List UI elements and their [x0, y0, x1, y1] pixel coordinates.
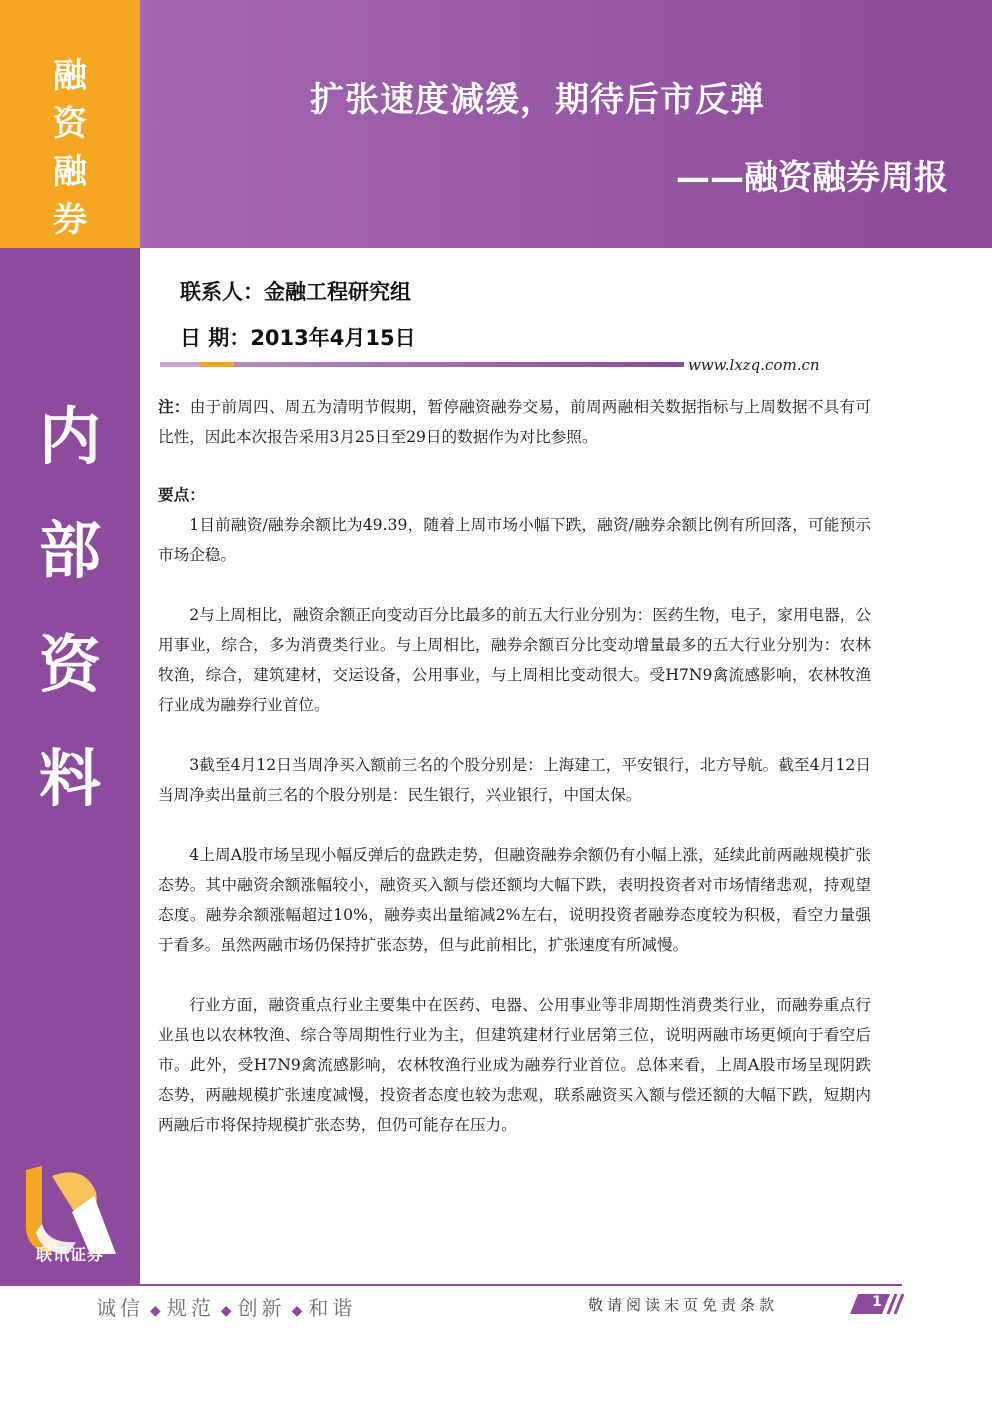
diamond-icon: ◆ — [220, 1303, 232, 1319]
date-label: 日 期： — [180, 326, 251, 350]
note-paragraph — [158, 392, 871, 452]
key-point-paragraph: 4上周A股市场呈现小幅反弹后的盘跌走势，但融资融券余额仍有小幅上涨，延续此前两融规模扩张态势。其中融资余额涨幅较小，融资买入额与偿还额均大幅下跌，表明投资者对市场情绪悲观，持观望态度。融券余额涨幅超过10%，融券卖出量缩减2%左右，说明投资者融券态度较为积极，看空力量强于看多。虽然两融市场仍保持扩张态势，但与此前相比，扩张速度有所减慢。 — [158, 846, 871, 954]
slogan-word: 规范 — [166, 1296, 215, 1320]
note-label: 注： — [158, 397, 190, 416]
internal-char: 料 — [38, 742, 101, 815]
footer-slogan — [96, 1292, 356, 1321]
category-char: 资 — [53, 104, 87, 144]
key-point-paragraph: 3截至4月12日当周净买入额前三名的个股分别是：上海建工，平安银行，北方导航。截至4月12日当周净卖出量前三名的个股分别是：民生银行，兴业银行，中国太保。 — [158, 756, 871, 804]
report-body — [158, 392, 871, 1140]
contact-label: 联系人： — [180, 280, 264, 304]
internal-char: 部 — [38, 514, 101, 587]
category-label — [0, 52, 140, 244]
summary-paragraph: 行业方面，融资重点行业主要集中在医药、电器、公用事业等非周期性消费类行业，而融券重点行业虽也以农林牧渔、综合等周期性行业为主，但建筑建材行业居第三位，说明两融市场更倾向于看空后市。此外，受H7N9禽流感影响，农林牧渔行业成为融券行业首位。总体来看，上周A股市场呈现阴跌态势，两融规模扩张速度减慢，投资者态度也较为悲观，联系融资买入额与偿还额的大幅下跌，短期内两融后市将保持规模扩张态势，但仍可能存在压力。 — [158, 996, 871, 1134]
diamond-icon: ◆ — [291, 1303, 303, 1319]
page-number: 1 — [872, 1294, 882, 1310]
header-rule — [160, 362, 684, 367]
internal-char: 内 — [38, 400, 101, 473]
slogan-word: 诚信 — [96, 1296, 144, 1320]
date-value: 2013年4月15日 — [250, 326, 416, 350]
disclaimer-note: 敬请阅读末页免责条款 — [588, 1296, 779, 1314]
contact-value: 金融工程研究组 — [264, 280, 411, 304]
note-text: 由于前周四、周五为清明节假期，暂停融资融券交易，前周两融相关数据指标与上周数据不具有可比性，因此本次报告采用3月25日至29日的数据作为对比参照。 — [158, 398, 871, 446]
footer-divider — [0, 1284, 902, 1286]
contact-line — [180, 276, 411, 306]
report-title: 扩张速度减缓，期待后市反弹 — [310, 80, 765, 120]
header-banner — [140, 0, 992, 248]
website-link[interactable]: www.lxzq.com.cn — [688, 356, 820, 374]
category-char: 融 — [53, 56, 87, 96]
internal-material-label — [0, 392, 140, 848]
slogan-word: 和谐 — [308, 1296, 357, 1320]
internal-char: 资 — [38, 628, 101, 701]
report-subtitle: ——融资融券周报 — [676, 158, 948, 198]
diamond-icon: ◆ — [150, 1303, 161, 1319]
key-point-paragraph: 2与上周相比，融资余额正向变动百分比最多的前五大行业分别为：医药生物，电子，家用电器，公用事业，综合，多为消费类行业。与上周相比，融券余额百分比变动增量最多的五大行业分别为：农林牧渔，综合，建筑建材，交运设备，公用事业，与上周相比变动很大。受H7N9禽流感影响，农林牧渔行业成为融券行业首位。 — [158, 606, 871, 714]
date-line — [180, 322, 416, 352]
category-char: 融 — [53, 152, 87, 192]
key-points-heading: 要点： — [158, 485, 205, 504]
company-name: 联讯证券 — [35, 1245, 104, 1264]
slogan-word: 创新 — [237, 1296, 286, 1320]
key-point-paragraph: 1目前融资/融券余额比为49.39，随着上周市场小幅下跌，融资/融券余额比例有所回落，可能预示市场企稳。 — [158, 516, 871, 564]
category-char: 券 — [53, 200, 87, 240]
